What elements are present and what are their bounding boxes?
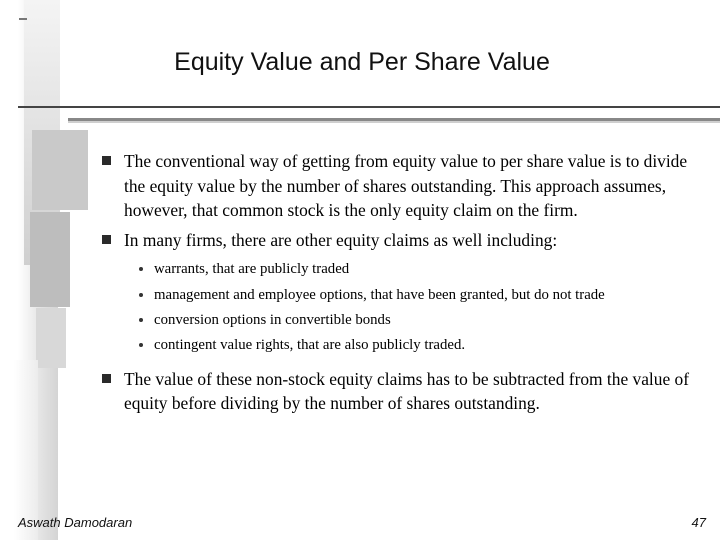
sub-bullet-item: [132, 258, 696, 281]
bullet-item: [96, 149, 696, 223]
sub-bullet-item: [132, 309, 696, 332]
left-decoration-block: [32, 130, 88, 210]
bullet-item: [96, 228, 696, 253]
dot-bullet-icon: [139, 318, 143, 322]
sub-bullet-item: [132, 334, 696, 357]
slide-title: Equity Value and Per Share Value: [174, 48, 550, 76]
title-divider-shadow: [68, 121, 720, 123]
title-divider: [18, 106, 720, 108]
square-bullet-icon: [102, 235, 111, 244]
bullet-text: The conventional way of getting from equity value to per share value is to divide the equity value by the number of shares outstanding. This approach assumes, however, that common stock is the only equity claim on the firm.: [124, 151, 688, 220]
dot-bullet-icon: [139, 267, 143, 271]
sub-bullet-text: contingent value rights, that are also publicly traded.: [154, 337, 466, 353]
bullet-text: The value of these non-stock equity claims has to be subtracted from the value of equity before dividing by the number of shares outstanding.: [124, 368, 690, 413]
sub-bullet-text: warrants, that are publicly traded: [154, 261, 350, 277]
left-decoration-block: [36, 308, 66, 368]
square-bullet-icon: [102, 374, 111, 383]
footer-author: Aswath Damodaran: [18, 515, 133, 530]
sub-bullet-item: [132, 284, 696, 306]
sub-bullet-text: conversion options in convertible bonds: [154, 311, 391, 328]
left-decoration-block: [30, 212, 70, 307]
slide-body: [96, 149, 696, 421]
corner-tick: [19, 18, 27, 20]
dot-bullet-icon: [139, 343, 143, 347]
left-decoration-band: [14, 360, 38, 540]
dot-bullet-icon: [139, 293, 143, 297]
page-number: 47: [691, 515, 706, 530]
sub-bullet-text: management and employee options, that have been granted, but do not trade: [154, 286, 605, 303]
sub-bullet-list: [96, 258, 696, 357]
bullet-text: In many firms, there are other equity claims as well including:: [124, 229, 558, 250]
bullet-item: [96, 367, 696, 416]
square-bullet-icon: [102, 156, 111, 165]
